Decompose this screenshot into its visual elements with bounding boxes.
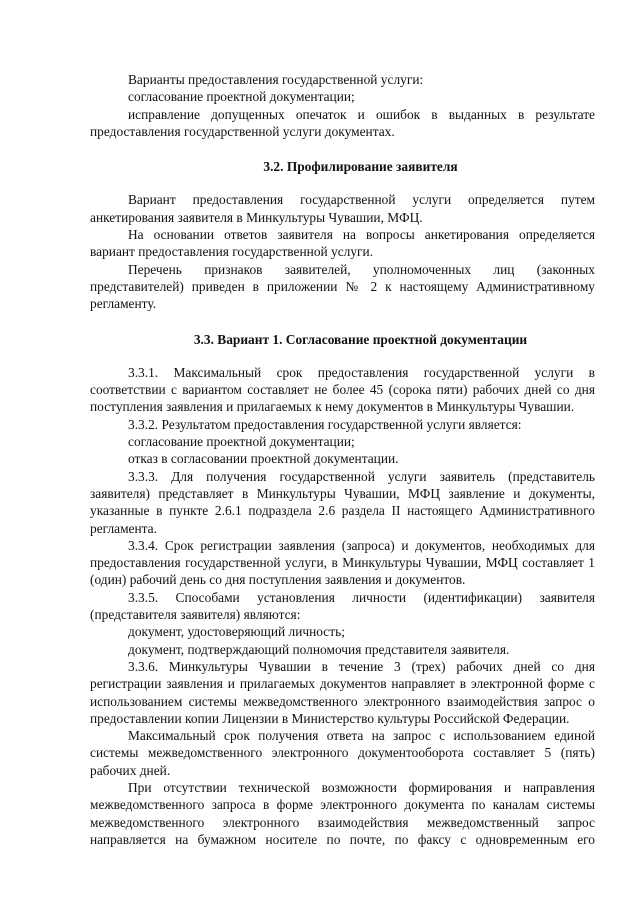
paragraph-identity-document: документ, удостоверяющий личность; xyxy=(128,624,345,640)
heading-3-3: 3.3. Вариант 1. Согласование проектной документации xyxy=(193,331,528,347)
paragraph-3-3-3: 3.3.3. Для получения государственной услуги заявитель (представитель заявителя) представляет в Минкультуры Чувашии, МФЦ заявление и документы, указанные в пункте 2.6.1 подраздела 2.6 раздела II настоящего Административного регламента. xyxy=(90,468,595,536)
paragraph-response-deadline: Максимальный срок получения ответа на запрос с использованием единой системы межведомственного электронного документооборота составляет 5 (пять) рабочих дней. xyxy=(90,728,595,778)
paragraph-3-2-3: Перечень признаков заявителей, уполномоченных лиц (законных представителей) приведен в приложении № 2 к настоящему Административному регламенту. xyxy=(90,261,595,312)
paragraph-3-3-4: 3.3.4. Срок регистрации заявления (запроса) и документов, необходимых для предоставления государственной услуги, в Минкультуры Чувашии, МФЦ составляет 1 (один) рабочий день со дня поступления заявления и документов. xyxy=(90,537,595,588)
document-page xyxy=(90,71,595,848)
paragraph-3-3-1: 3.3.1. Максимальный срок предоставления государственной услуги в соответствии с вариантом составляет не более 45 (сорока пяти) рабочих дней со дня поступления заявления и прилагаемых к нему документов в Минкультуры Чувашии. xyxy=(90,364,595,415)
paragraph-result-refusal: отказ в согласовании проектной документации. xyxy=(128,451,399,467)
spacer xyxy=(90,313,595,331)
paragraph-3-3-2: 3.3.2. Результатом предоставления государственной услуги является: xyxy=(128,416,522,432)
paragraph-3-2-2: На основании ответов заявителя на вопросы анкетирования определяется вариант предоставления государственной услуги. xyxy=(90,227,595,260)
paragraph-authority-document: документ, подтверждающий полномочия представителя заявителя. xyxy=(128,641,510,657)
paragraph-3-2-1: Вариант предоставления государственной услуги определяется путем анкетирования заявителя в Минкультуры Чувашии, МФЦ. xyxy=(90,192,595,225)
paragraph-variants-intro: Варианты предоставления государственной услуги: xyxy=(128,72,424,87)
heading-3-2: 3.2. Профилирование заявителя xyxy=(263,159,458,175)
spacer xyxy=(90,175,595,191)
paragraph-variant-corrections: исправление допущенных опечаток и ошибок в выданных в результате предоставления государственной услуги документах. xyxy=(90,106,595,139)
paragraph-variant-approval: согласование проектной документации; xyxy=(128,89,355,105)
paragraph-3-3-5: 3.3.5. Способами установления личности (идентификации) заявителя (представителя заявителя) являются: xyxy=(90,589,595,623)
paragraph-paper-request: При отсутствии технической возможности формирования и направления межведомственного запроса в форме электронного документа по каналам системы межведомственного электронного взаимодействия межведомственный запрос направляется на бумажном носителе по почте, по факсу с одновременным его xyxy=(90,779,595,847)
paragraph-3-3-6: 3.3.6. Минкультуры Чувашии в течение 3 (трех) рабочих дней со дня регистрации заявления и прилагаемых документов направляет в электронной форме с использованием системы межведомственного электронного взаимодействия запрос о предоставлении копии Лицензии в Министерство культуры Российской Федерации. xyxy=(90,658,595,726)
spacer xyxy=(90,140,595,158)
paragraph-result-approval: согласование проектной документации; xyxy=(128,434,355,450)
spacer xyxy=(90,348,595,364)
